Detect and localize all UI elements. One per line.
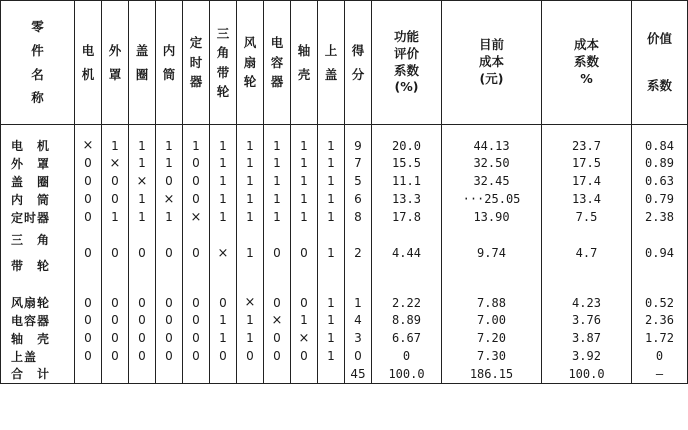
- comparison-cell: 0: [237, 347, 264, 365]
- comparison-cell: 0: [102, 190, 129, 208]
- comparison-cell: [210, 365, 237, 383]
- row-part-name: 合 计: [1, 365, 75, 383]
- comparison-cell: 0: [75, 226, 102, 280]
- comparison-cell: 0: [156, 347, 183, 365]
- comparison-cell: 0: [156, 280, 183, 311]
- row-part-name: 风扇轮: [1, 280, 75, 311]
- comparison-cell: ×: [237, 280, 264, 311]
- comparison-cell: [291, 365, 318, 383]
- cost-coef-cell: 4.7: [542, 226, 632, 280]
- comparison-cell: 1: [291, 208, 318, 226]
- comparison-cell: ×: [183, 208, 210, 226]
- comparison-cell: 1: [318, 208, 345, 226]
- comparison-cell: [183, 365, 210, 383]
- comparison-cell: ×: [291, 329, 318, 347]
- comparison-cell: 0: [210, 280, 237, 311]
- row-part-name: 轴 壳: [1, 329, 75, 347]
- header-cost-coef: 成本 系数 %: [542, 1, 632, 125]
- row-part-name: 内 筒: [1, 190, 75, 208]
- comparison-cell: 1: [210, 329, 237, 347]
- current-cost-cell: 7.30: [442, 347, 542, 365]
- comparison-cell: 0: [264, 329, 291, 347]
- function-coef-cell: 0: [372, 347, 442, 365]
- comparison-cell: 1: [318, 329, 345, 347]
- comparison-cell: 0: [102, 280, 129, 311]
- comparison-cell: 1: [237, 125, 264, 155]
- comparison-cell: 1: [318, 311, 345, 329]
- comparison-cell: 1: [156, 125, 183, 155]
- header-value-coef: 价值 系数: [632, 1, 688, 125]
- comparison-cell: ×: [156, 190, 183, 208]
- score-cell: 4: [345, 311, 372, 329]
- comparison-cell: 0: [102, 347, 129, 365]
- comparison-cell: 1: [291, 172, 318, 190]
- comparison-cell: 0: [291, 347, 318, 365]
- comparison-cell: [102, 365, 129, 383]
- cost-coef-cell: 17.4: [542, 172, 632, 190]
- value-coef-cell: 0.79: [632, 190, 688, 208]
- table-row: [1, 208, 688, 226]
- function-coef-cell: 20.0: [372, 125, 442, 155]
- comparison-cell: 1: [102, 208, 129, 226]
- comparison-cell: 0: [183, 190, 210, 208]
- row-part-name: 三 角 带 轮: [1, 226, 75, 280]
- comparison-cell: [129, 365, 156, 383]
- comparison-cell: 1: [264, 172, 291, 190]
- current-cost-cell: 7.00: [442, 311, 542, 329]
- comparison-cell: 0: [291, 280, 318, 311]
- comparison-cell: 0: [183, 280, 210, 311]
- row-part-name: 电容器: [1, 311, 75, 329]
- comparison-cell: 0: [75, 280, 102, 311]
- function-coef-cell: 11.1: [372, 172, 442, 190]
- cost-coef-cell: 3.87: [542, 329, 632, 347]
- header-row: [1, 1, 688, 125]
- comparison-cell: ×: [102, 154, 129, 172]
- comparison-cell: 1: [237, 226, 264, 280]
- function-coef-cell: 6.67: [372, 329, 442, 347]
- function-coef-cell: 8.89: [372, 311, 442, 329]
- table-body: [1, 125, 688, 384]
- comparison-cell: 1: [129, 154, 156, 172]
- comparison-cell: 0: [156, 329, 183, 347]
- table-row: [1, 125, 688, 155]
- comparison-cell: [156, 365, 183, 383]
- comparison-cell: 0: [129, 226, 156, 280]
- table-row: [1, 226, 688, 280]
- current-cost-cell: 7.20: [442, 329, 542, 347]
- table-row: [1, 280, 688, 311]
- value-coef-cell: 0: [632, 347, 688, 365]
- header-part-name: 零件名称: [1, 1, 75, 125]
- table-row: [1, 154, 688, 172]
- comparison-cell: 0: [75, 208, 102, 226]
- score-cell: 1: [345, 280, 372, 311]
- function-coef-cell: 4.44: [372, 226, 442, 280]
- comparison-cell: 0: [156, 172, 183, 190]
- value-coef-cell: 2.38: [632, 208, 688, 226]
- comparison-cell: 0: [75, 329, 102, 347]
- comparison-cell: 1: [210, 190, 237, 208]
- comparison-cell: [237, 365, 264, 383]
- header-part-6: 三角带轮: [210, 1, 237, 125]
- comparison-cell: 0: [183, 154, 210, 172]
- cost-coef-cell: 17.5: [542, 154, 632, 172]
- function-coef-cell: 15.5: [372, 154, 442, 172]
- current-cost-cell: 13.90: [442, 208, 542, 226]
- row-part-name: 上盖: [1, 347, 75, 365]
- comparison-cell: ×: [210, 226, 237, 280]
- cost-coef-cell: 100.0: [542, 365, 632, 383]
- function-coef-cell: 13.3: [372, 190, 442, 208]
- header-part-7: 风扇轮: [237, 1, 264, 125]
- cost-coef-cell: 7.5: [542, 208, 632, 226]
- comparison-cell: 1: [210, 125, 237, 155]
- comparison-cell: 1: [129, 125, 156, 155]
- header-part-1: 电机: [75, 1, 102, 125]
- header-part-3: 盖圈: [129, 1, 156, 125]
- comparison-cell: 0: [183, 311, 210, 329]
- comparison-cell: 1: [318, 172, 345, 190]
- comparison-cell: 1: [237, 154, 264, 172]
- comparison-cell: 1: [264, 208, 291, 226]
- comparison-cell: 0: [102, 172, 129, 190]
- comparison-cell: 0: [264, 226, 291, 280]
- comparison-cell: 1: [129, 208, 156, 226]
- score-cell: 8: [345, 208, 372, 226]
- comparison-cell: ×: [129, 172, 156, 190]
- comparison-cell: 0: [183, 347, 210, 365]
- comparison-cell: 1: [237, 208, 264, 226]
- comparison-cell: [318, 365, 345, 383]
- header-score: 得分: [345, 1, 372, 125]
- comparison-cell: [75, 365, 102, 383]
- comparison-cell: 0: [183, 172, 210, 190]
- table-row: [1, 311, 688, 329]
- table-row: [1, 347, 688, 365]
- header-part-4: 内筒: [156, 1, 183, 125]
- value-coef-cell: 0.63: [632, 172, 688, 190]
- comparison-cell: 0: [75, 347, 102, 365]
- comparison-cell: 1: [291, 154, 318, 172]
- comparison-cell: 1: [318, 347, 345, 365]
- comparison-cell: 0: [75, 311, 102, 329]
- table-row: [1, 172, 688, 190]
- comparison-cell: 1: [129, 190, 156, 208]
- comparison-cell: 0: [156, 226, 183, 280]
- score-cell: 6: [345, 190, 372, 208]
- comparison-cell: ×: [75, 125, 102, 155]
- score-cell: 3: [345, 329, 372, 347]
- comparison-cell: ×: [264, 311, 291, 329]
- value-coef-cell: 2.36: [632, 311, 688, 329]
- comparison-cell: 1: [264, 125, 291, 155]
- header-function-coef: 功能 评价 系数 (%): [372, 1, 442, 125]
- score-cell: 45: [345, 365, 372, 383]
- comparison-cell: 1: [237, 329, 264, 347]
- row-part-name: 定时器: [1, 208, 75, 226]
- comparison-cell: 1: [318, 280, 345, 311]
- header-part-8: 电容器: [264, 1, 291, 125]
- comparison-cell: 1: [318, 125, 345, 155]
- value-coef-cell: 0.52: [632, 280, 688, 311]
- comparison-cell: [264, 365, 291, 383]
- comparison-cell: 0: [75, 190, 102, 208]
- table-row: [1, 365, 688, 383]
- comparison-cell: 1: [264, 154, 291, 172]
- comparison-cell: 1: [102, 125, 129, 155]
- value-coef-cell: 0.89: [632, 154, 688, 172]
- comparison-cell: 1: [264, 190, 291, 208]
- header-part-2: 外罩: [102, 1, 129, 125]
- current-cost-cell: 32.45: [442, 172, 542, 190]
- function-coef-cell: 17.8: [372, 208, 442, 226]
- comparison-cell: 0: [156, 311, 183, 329]
- header-part-9: 轴壳: [291, 1, 318, 125]
- function-coef-cell: 2.22: [372, 280, 442, 311]
- current-cost-cell: 186.15: [442, 365, 542, 383]
- cost-coef-cell: 23.7: [542, 125, 632, 155]
- comparison-cell: 0: [102, 329, 129, 347]
- comparison-cell: 0: [102, 226, 129, 280]
- comparison-cell: 1: [210, 154, 237, 172]
- score-cell: 0: [345, 347, 372, 365]
- cost-coef-cell: 3.92: [542, 347, 632, 365]
- current-cost-cell: 44.13: [442, 125, 542, 155]
- comparison-cell: 1: [318, 190, 345, 208]
- comparison-cell: 1: [291, 125, 318, 155]
- header-current-cost: 目前 成本 (元): [442, 1, 542, 125]
- score-cell: 2: [345, 226, 372, 280]
- comparison-cell: 0: [264, 347, 291, 365]
- comparison-cell: 0: [75, 172, 102, 190]
- row-part-name: 外 罩: [1, 154, 75, 172]
- comparison-cell: 0: [129, 347, 156, 365]
- score-cell: 7: [345, 154, 372, 172]
- value-coef-cell: 0.84: [632, 125, 688, 155]
- comparison-cell: 1: [237, 311, 264, 329]
- comparison-cell: 1: [210, 311, 237, 329]
- current-cost-cell: 9.74: [442, 226, 542, 280]
- current-cost-cell: 32.50: [442, 154, 542, 172]
- row-part-name: 盖 圈: [1, 172, 75, 190]
- comparison-cell: 0: [210, 347, 237, 365]
- comparison-cell: 0: [129, 311, 156, 329]
- comparison-cell: 1: [156, 208, 183, 226]
- comparison-cell: 1: [291, 311, 318, 329]
- cost-coef-cell: 4.23: [542, 280, 632, 311]
- comparison-cell: 1: [318, 154, 345, 172]
- comparison-cell: 1: [291, 190, 318, 208]
- comparison-cell: 0: [183, 226, 210, 280]
- comparison-cell: 1: [210, 172, 237, 190]
- comparison-cell: 0: [75, 154, 102, 172]
- function-coef-cell: 100.0: [372, 365, 442, 383]
- header-part-10: 上盖: [318, 1, 345, 125]
- comparison-cell: 0: [183, 329, 210, 347]
- cost-coef-cell: 13.4: [542, 190, 632, 208]
- comparison-cell: 0: [129, 329, 156, 347]
- row-part-name: 电 机: [1, 125, 75, 155]
- table-row: [1, 190, 688, 208]
- comparison-cell: 1: [237, 172, 264, 190]
- comparison-cell: 1: [156, 154, 183, 172]
- comparison-cell: 0: [291, 226, 318, 280]
- comparison-cell: 1: [210, 208, 237, 226]
- score-cell: 9: [345, 125, 372, 155]
- current-cost-cell: ···25.05: [442, 190, 542, 208]
- value-coef-cell: 1.72: [632, 329, 688, 347]
- score-cell: 5: [345, 172, 372, 190]
- table-row: [1, 329, 688, 347]
- comparison-cell: 0: [102, 311, 129, 329]
- comparison-cell: 1: [183, 125, 210, 155]
- value-coef-cell: 0.94: [632, 226, 688, 280]
- header-part-5: 定时器: [183, 1, 210, 125]
- comparison-cell: 0: [129, 280, 156, 311]
- comparison-cell: 1: [318, 226, 345, 280]
- comparison-cell: 0: [264, 280, 291, 311]
- current-cost-cell: 7.88: [442, 280, 542, 311]
- cost-coef-cell: 3.76: [542, 311, 632, 329]
- value-coef-cell: —: [632, 365, 688, 383]
- comparison-cell: 1: [237, 190, 264, 208]
